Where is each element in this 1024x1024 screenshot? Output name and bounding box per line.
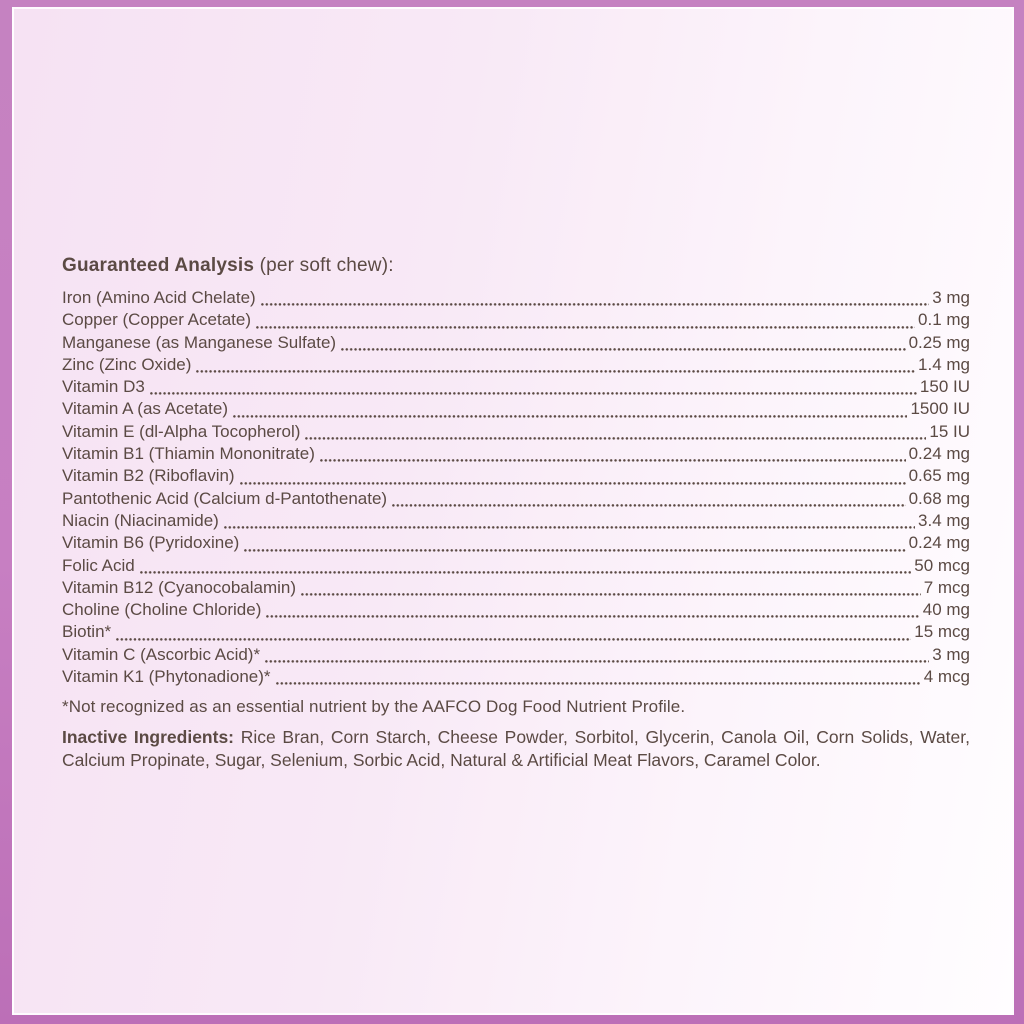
nutrient-amount: 1.4 mg — [918, 354, 970, 374]
nutrient-row — [62, 465, 970, 487]
dotted-leader — [258, 287, 931, 309]
dotted-leader — [263, 599, 920, 621]
guaranteed-analysis-title: Guaranteed Analysis — [62, 255, 255, 276]
nutrient-amount: 0.1 mg — [918, 310, 970, 330]
nutrient-amount: 40 mg — [922, 600, 970, 620]
aafco-footnote: *Not recognized as an essential nutrient by the AAFCO Dog Food Nutrient Profile. — [62, 697, 686, 717]
dotted-leader — [302, 421, 927, 443]
inactive-ingredients — [62, 726, 970, 772]
nutrient-name: Zinc (Zinc Oxide) — [62, 354, 192, 374]
nutrient-amount: 3 mg — [932, 288, 970, 307]
nutrient-name: Choline (Choline Chloride) — [62, 600, 262, 620]
nutrient-row — [62, 644, 970, 666]
nutrient-amount: 50 mcg — [914, 555, 970, 575]
nutrient-row — [62, 309, 970, 331]
dotted-leader — [298, 577, 922, 599]
label-content — [14, 9, 1012, 772]
nutrient-row — [62, 488, 970, 510]
nutrient-amount: 1500 IU — [910, 399, 970, 419]
nutrient-row — [62, 287, 970, 309]
nutrient-amount: 4 mcg — [923, 667, 970, 687]
nutrient-name: Folic Acid — [62, 555, 135, 575]
dotted-leader — [262, 644, 930, 666]
dotted-leader — [273, 666, 922, 688]
guaranteed-analysis-heading — [62, 253, 970, 279]
nutrient-name: Vitamin C (Ascorbic Acid)* — [62, 644, 261, 664]
dotted-leader — [338, 332, 907, 354]
nutrient-row — [62, 398, 970, 420]
nutrient-row — [62, 421, 970, 443]
dotted-leader — [193, 354, 916, 376]
nutrient-row — [62, 376, 970, 398]
nutrient-name: Pantothenic Acid (Calcium d-Pantothenate) — [62, 488, 388, 508]
nutrient-amount: 3 mg — [932, 644, 970, 664]
guaranteed-analysis-list — [62, 287, 970, 688]
nutrient-name: Vitamin B2 (Riboflavin) — [62, 466, 235, 486]
nutrient-name: Copper (Copper Acetate) — [62, 310, 251, 330]
nutrient-row — [62, 510, 970, 532]
nutrient-name: Vitamin D3 — [62, 377, 145, 397]
dotted-leader — [113, 621, 912, 643]
nutrient-name: Manganese (as Manganese Sulfate) — [62, 332, 337, 352]
nutrient-row — [62, 621, 970, 643]
nutrient-name: Vitamin E (dl-Alpha Tocopherol) — [62, 421, 301, 441]
nutrient-amount: 3.4 mg — [918, 510, 970, 530]
nutrient-amount: 0.24 mg — [908, 533, 970, 553]
inactive-ingredients-text: Rice Bran, Corn Starch, Cheese Powder, Sorbitol, Glycerin, Canola Oil, Corn Solids, Water, Calcium Propinate, Sugar, Selenium, Sorbic Acid, Natural & Artificial Meat Flavors, Caramel Color. — [62, 727, 970, 771]
nutrient-row — [62, 354, 970, 376]
nutrient-name: Vitamin K1 (Phytonadione)* — [62, 667, 271, 687]
nutrient-amount: 0.25 mg — [908, 332, 970, 352]
nutrient-row — [62, 666, 970, 688]
inactive-ingredients-label: Inactive Ingredients: — [62, 727, 235, 748]
nutrient-row — [62, 532, 970, 554]
nutrient-amount: 15 mcg — [914, 622, 970, 642]
nutrient-amount: 15 IU — [929, 421, 970, 441]
nutrient-name: Niacin (Niacinamide) — [62, 510, 219, 530]
nutrient-amount: 0.24 mg — [908, 444, 970, 464]
dotted-leader — [317, 443, 907, 465]
nutrient-row — [62, 332, 970, 354]
dotted-leader — [147, 376, 918, 398]
dotted-leader — [237, 465, 907, 487]
nutrient-row — [62, 555, 970, 577]
label-inner-panel — [12, 7, 1014, 1015]
dotted-leader — [221, 510, 916, 532]
nutrient-amount: 0.65 mg — [908, 466, 970, 486]
nutrient-amount: 0.68 mg — [908, 488, 970, 508]
nutrient-row — [62, 577, 970, 599]
dotted-leader — [389, 488, 906, 510]
nutrient-name: Vitamin B1 (Thiamin Mononitrate) — [62, 444, 315, 464]
nutrient-row — [62, 599, 970, 621]
nutrient-name: Vitamin B12 (Cyanocobalamin) — [62, 577, 297, 597]
nutrient-name: Vitamin B6 (Pyridoxine) — [62, 533, 240, 553]
nutrient-amount: 150 IU — [919, 377, 970, 397]
nutrient-name: Biotin* — [62, 622, 112, 642]
nutrient-name: Vitamin A (as Acetate) — [62, 399, 228, 419]
dotted-leader — [137, 555, 913, 577]
dotted-leader — [253, 309, 916, 331]
nutrient-row — [62, 443, 970, 465]
guaranteed-analysis-subtitle: (per soft chew): — [254, 255, 394, 276]
dotted-leader — [241, 532, 906, 554]
nutrient-name: Iron (Amino Acid Chelate) — [62, 288, 256, 307]
nutrient-amount: 7 mcg — [923, 577, 970, 597]
dotted-leader — [230, 398, 908, 420]
